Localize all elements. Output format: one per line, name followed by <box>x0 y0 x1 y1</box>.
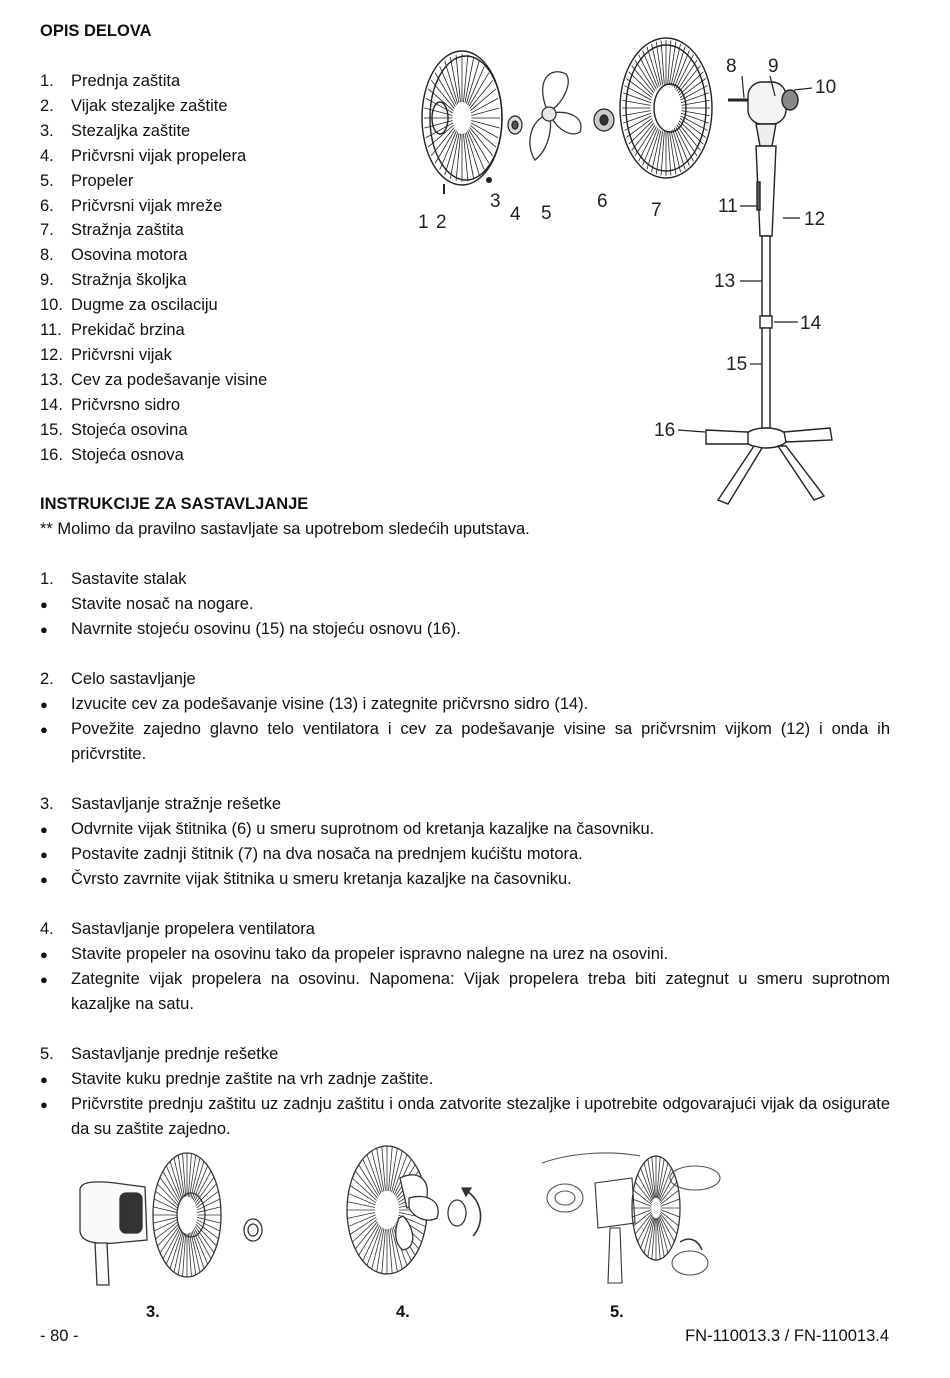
step-1-title: 1. Sastavite stalak <box>40 570 187 588</box>
parts-list-item: 7. Stražnja zaštita <box>40 221 184 240</box>
spinner-drawing <box>508 116 522 134</box>
parts-list-item: 8. Osovina motora <box>40 246 188 265</box>
parts-list-item: 16. Stojeća osnova <box>40 445 184 464</box>
parts-list-item: 3. Stezaljka zaštite <box>40 121 191 140</box>
callout-11: 11 <box>718 196 738 217</box>
stand-base-drawing <box>706 428 832 504</box>
step-5-title: 5. Sastavljanje prednje rešetke <box>40 1045 279 1063</box>
callout-14: 14 <box>800 313 822 334</box>
step-3-bullet-2: Postavite zadnji štitnik (7) na dva nosača na prednjem kućištu motora. <box>71 845 583 863</box>
bullet-icon: ● <box>40 872 48 887</box>
model-number: FN-110013.3 / FN-110013.4 <box>685 1327 889 1345</box>
step-2-title: 2. Celo sastavljanje <box>40 670 196 688</box>
callout-12: 12 <box>804 209 826 230</box>
parts-list-item: 6. Pričvrsni vijak mreže <box>40 196 223 215</box>
callout-7: 7 <box>651 200 662 221</box>
step-2-bullet-2: Povežite zajedno glavno telo ventilatora i cev za podešavanje visine sa pričvrsnim vijkom (12) i onda ih pričvrstite. <box>71 720 890 763</box>
assembly-illustration-4 <box>325 1138 495 1288</box>
bullet-icon: ● <box>40 1072 48 1087</box>
parts-list-item: 9. Stražnja školjka <box>40 271 187 290</box>
bullet-icon: ● <box>40 1097 48 1112</box>
step-3-bullet-3: Čvrsto zavrnite vijak štitnika u smeru kretanja kazaljke na časovniku. <box>71 870 572 888</box>
parts-list-item: 14. Pričvrsno sidro <box>40 395 181 414</box>
bullet-icon: ● <box>40 597 48 612</box>
callout-8: 8 <box>726 56 737 77</box>
step-5-bullet-2: Pričvrstite prednju zaštitu uz zadnju zaštitu i onda zatvorite stezaljke i upotrebite odgovarajući vijak da osigurate da su zaštite zajedno. <box>71 1095 890 1138</box>
callout-4: 4 <box>510 204 521 225</box>
callout-10: 10 <box>815 77 837 98</box>
assembly-illustration-5 <box>540 1138 730 1288</box>
instructions-intro: ** Molimo da pravilno sastavljate sa upotrebom sledećih uputstava. <box>40 520 530 538</box>
stand-pole-drawing <box>756 146 776 428</box>
step-2-bullet-1: Izvucite cev za podešavanje visine (13) i zategnite pričvrsno sidro (14). <box>71 695 589 713</box>
bullet-icon: ● <box>40 822 48 837</box>
page-number: - 80 - <box>40 1327 79 1345</box>
step-4-bullet-2: Zategnite vijak propelera na osovinu. Napomena: Vijak propelera treba biti zategnut u smeru suprotnom kazaljke na satu. <box>71 970 890 1013</box>
parts-list-item: 15. Stojeća osovina <box>40 420 188 439</box>
callout-3: 3 <box>490 191 501 212</box>
parts-list-item: 12. Pričvrsni vijak <box>40 345 172 364</box>
bullet-icon: ● <box>40 722 48 737</box>
exploded-fan-diagram <box>0 0 950 520</box>
parts-list-item: 1. Prednja zaštita <box>40 72 181 90</box>
callout-lines <box>678 76 812 432</box>
assembly-illustration-3 <box>75 1145 275 1295</box>
step-5-bullet-1: Stavite kuku prednje zaštite na vrh zadnje zaštite. <box>71 1070 434 1088</box>
callout-1: 1 <box>418 212 429 233</box>
callout-2: 2 <box>436 212 447 233</box>
bullet-icon: ● <box>40 972 48 987</box>
callout-15: 15 <box>726 354 748 375</box>
parts-list-item: 5. Propeler <box>40 171 134 190</box>
callout-16: 16 <box>654 420 676 441</box>
parts-list-item: 13. Cev za podešavanje visine <box>40 370 268 389</box>
parts-list-item: 10. Dugme za oscilaciju <box>40 296 218 315</box>
rear-guard-drawing <box>620 38 712 178</box>
step-3-title: 3. Sastavljanje stražnje rešetke <box>40 795 282 813</box>
bullet-icon: ● <box>40 622 48 637</box>
figure-caption-4: 4. <box>396 1303 410 1321</box>
bullet-icon: ● <box>40 947 48 962</box>
step-1-bullet-2: Navrnite stojeću osovinu (15) na stojeću osnovu (16). <box>71 620 461 638</box>
parts-heading: OPIS DELOVA <box>40 22 152 40</box>
parts-list-item: 11. Prekidač brzina <box>40 321 185 339</box>
motor-head-drawing <box>728 82 798 146</box>
step-4-title: 4. Sastavljanje propelera ventilatora <box>40 920 315 938</box>
bullet-icon: ● <box>40 847 48 862</box>
step-3-bullet-1: Odvrnite vijak štitnika (6) u smeru suprotnom od kretanja kazaljke na časovniku. <box>71 820 655 838</box>
instructions-heading: INSTRUKCIJE ZA SASTAVLJANJE <box>40 495 309 513</box>
guard-nut-drawing <box>594 109 614 131</box>
front-guard-drawing <box>422 51 502 185</box>
callout-9: 9 <box>768 56 779 77</box>
parts-list-item: 2. Vijak stezaljke zaštite <box>40 96 228 115</box>
callout-13: 13 <box>714 271 736 292</box>
propeller-drawing <box>530 72 581 160</box>
parts-list-item: 4. Pričvrsni vijak propelera <box>40 146 247 165</box>
callout-5: 5 <box>541 203 552 224</box>
step-4-bullet-1: Stavite propeler na osovinu tako da propeler ispravno nalegne na urez na osovini. <box>71 945 669 963</box>
figure-caption-5: 5. <box>610 1303 624 1321</box>
step-1-bullet-1: Stavite nosač na nogare. <box>71 595 254 613</box>
bullet-icon: ● <box>40 697 48 712</box>
figure-caption-3: 3. <box>146 1303 160 1321</box>
callout-6: 6 <box>597 191 608 212</box>
